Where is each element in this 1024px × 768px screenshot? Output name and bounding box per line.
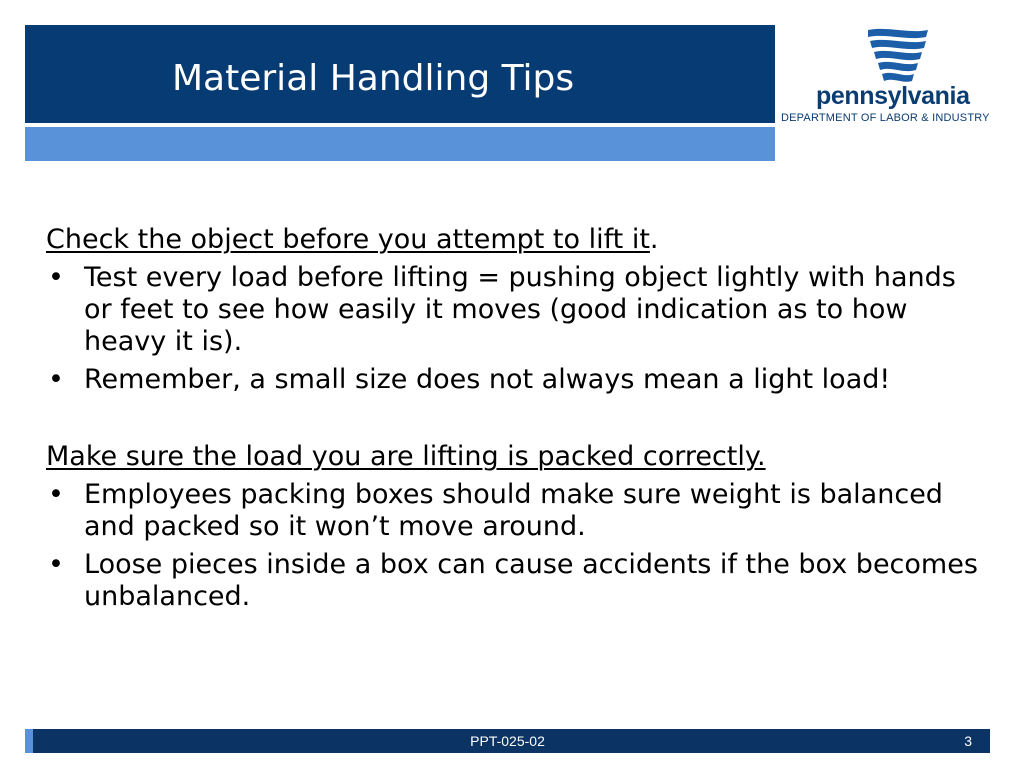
bullet-text: Remember, a small size does not always mean a light load!	[84, 364, 891, 395]
bullet-text: Employees packing boxes should make sure weight is balanced and packed so it won’t move around.	[84, 479, 943, 542]
bullet-marker: •	[48, 364, 64, 395]
bullet-text: Test every load before lifting = pushing object lightly with hands or feet to see how easily it moves (good indication as to how heavy it is).	[84, 262, 956, 357]
bullet-item	[46, 549, 986, 613]
section-heading	[46, 441, 986, 473]
bullet-marker: •	[48, 479, 64, 510]
page-number: 3	[964, 733, 972, 749]
footer-bar	[25, 729, 990, 753]
bullet-text: Loose pieces inside a box can cause accidents if the box becomes unbalanced.	[84, 549, 978, 612]
title-bar	[25, 25, 775, 123]
bullet-item	[46, 364, 986, 396]
bullet-list	[46, 479, 986, 613]
section-spacer	[46, 396, 986, 441]
logo-department: DEPARTMENT OF LABOR & INDUSTRY	[781, 112, 990, 124]
footer-accent	[25, 729, 33, 753]
title-accent-band	[25, 127, 775, 161]
pa-labor-logo	[776, 22, 1024, 132]
keystone-flag-icon	[862, 26, 932, 84]
bullet-list	[46, 262, 986, 396]
slide-body	[46, 224, 986, 613]
bullet-item	[46, 479, 986, 543]
logo-wordmark: pennsylvania	[816, 82, 970, 110]
bullet-marker: •	[48, 549, 64, 580]
bullet-item	[46, 262, 986, 358]
bullet-marker: •	[48, 262, 64, 293]
footer-document-code: PPT-025-02	[470, 733, 545, 749]
slide-title: Material Handling Tips	[172, 58, 575, 99]
section-heading	[46, 224, 986, 256]
section-heading-text: Check the object before you attempt to lift it	[46, 224, 650, 255]
section-heading-text: Make sure the load you are lifting is packed correctly.	[46, 441, 766, 472]
section-heading-suffix: .	[649, 224, 659, 255]
